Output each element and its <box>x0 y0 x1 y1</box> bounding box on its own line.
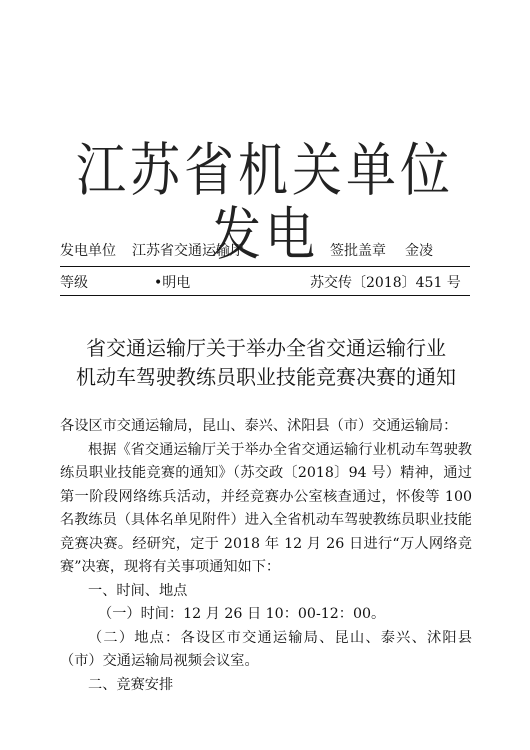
section-heading: 一、时间、地点 <box>88 582 188 599</box>
section-heading: 二、竞赛安排 <box>88 676 174 693</box>
meta-row-level <box>60 272 472 294</box>
level-label: 等级 <box>60 275 88 291</box>
notice-body <box>60 415 472 697</box>
list-item: （二）地点：各设区市交通运输局、昆山、泰兴、沭阳县（市）交通运输局视频会议室。 <box>60 629 472 669</box>
paragraph: 根据《省交通运输厅关于举办全省交通运输行业机动车驾驶教练员职业技能竞赛的通知》（苏交政〔2018〕94 号）精神，通过第一阶段网络练兵活动，并经竞赛办公室核查通过，怀俊等 100 名教练员（具体名单见附件）进入全省机动车驾驶教练员职业技能竞赛决赛。经研究，定于 2018 年 12 月 26 日进行“万人网络竞赛”决赛，现将有关事项通知如下： <box>60 441 472 575</box>
list-item: （一）时间：12 月 26 日 10：00-12：00。 <box>98 606 386 622</box>
signer-value: 金凌 <box>405 243 433 259</box>
divider-line <box>60 295 470 296</box>
meta-row-sender <box>60 240 472 262</box>
notice-title-line: 机动车驾驶教练员职业技能竞赛决赛的通知 <box>76 365 456 389</box>
sender-value: 江苏省交通运输厅 <box>132 243 244 259</box>
addressee: 各设区市交通运输局，昆山、泰兴、沭阳县（市）交通运输局： <box>60 418 458 434</box>
document-header-title: 江苏省机关单位发电 <box>76 136 454 268</box>
signer-label: 签批盖章 <box>330 243 386 259</box>
sender-label: 发电单位 <box>60 243 116 259</box>
document-number: 苏交传〔2018〕451 号 <box>310 275 461 291</box>
level-value: •明电 <box>154 275 191 291</box>
notice-title-line: 省交通运输厅关于举办全省交通运输行业 <box>86 336 446 360</box>
notice-title <box>60 334 472 392</box>
divider-line <box>60 266 470 267</box>
